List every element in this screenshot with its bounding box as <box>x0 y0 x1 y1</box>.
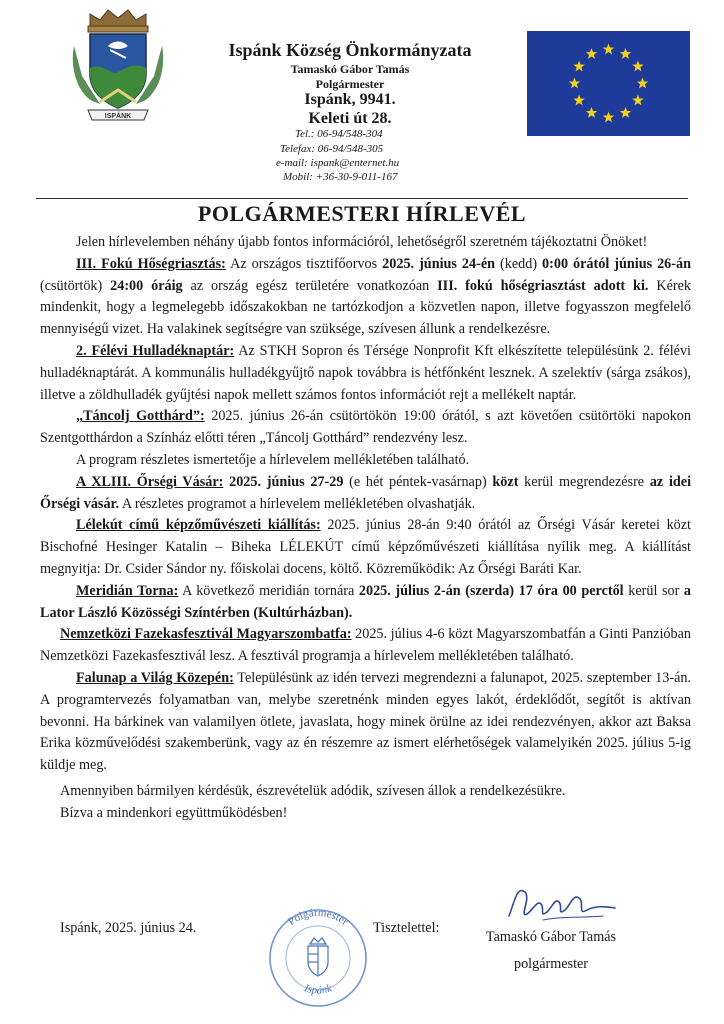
dance-event-note: A program részletes ismertetője a hírlevelem mellékletében található. <box>76 451 470 468</box>
organization-name: Ispánk Község Önkormányzata <box>228 40 472 60</box>
mobile-number: Mobil: +36-30-9-011-167 <box>283 171 398 183</box>
section-heading: Falunap a Világ Közepén: <box>76 669 234 686</box>
address-city: Ispánk, 9941. <box>304 91 396 108</box>
section-heading: Meridián Torna: <box>76 582 179 599</box>
closing-offer: Amennyiben bármilyen kérdésük, észrevételük adódik, szívesen állok a rendelkezésükre. <box>60 782 566 799</box>
place-and-date: Ispánk, 2025. június 24. <box>60 920 197 936</box>
section-dance-event: „Táncolj Gotthárd”: 2025. június 26-án csütörtökön 19:00 órától, s azt követően csütörtöki napokon Szentgotthárdon a Színház előtti téren „Táncolj Gotthárd” rendezvény lesz. <box>40 408 691 447</box>
official-stamp <box>258 900 378 1010</box>
greeting: Tisztelettel: <box>373 920 440 936</box>
signer-title: polgármester <box>513 956 589 972</box>
village-crest-logo <box>70 6 166 124</box>
section-pottery-festival: Nemzetközi Fazekasfesztivál Magyarszombatfa: 2025. július 4-6 közt Magyarszombatfán a Ginti Panzióban Nemzetközi Fazekasfesztivál lesz. A fesztivál programja a hírlevelem mellékletében található. <box>40 626 691 665</box>
section-heading: Lélekút című képzőművészeti kiállítás: <box>76 517 321 534</box>
section-heading: A XLIII. Őrségi Vásár: <box>76 473 224 490</box>
crown <box>88 10 148 32</box>
intro-paragraph: Jelen hírlevelemben néhány újabb fontos információról, lehetőségről szeretném tájékoztatni Önöket! <box>76 234 648 250</box>
page-title: POLGÁRMESTERI HÍRLEVÉL <box>197 201 527 226</box>
handwritten-signature <box>503 880 623 930</box>
stamp-coat-of-arms <box>308 938 328 976</box>
eu-flag <box>527 31 690 136</box>
signer-name: Tamaskó Gábor Tamás <box>485 929 617 945</box>
section-meridian-exercise: Meridián Torna: A következő meridián tornára 2025. július 2-án (szerda) 17 óra 00 perctől kerül sor a Lator László Közösségi Színtérben (Kultúrházban). <box>40 582 691 621</box>
closing-thanks: Bízva a mindenkori együttműködésben! <box>60 804 288 821</box>
section-heat-alert: III. Fokú Hőségriasztás: Az országos tisztifőorvos 2025. június 24-én (kedd) 0:00 órától június 26-án (csütörtök) 24:00 óráig az ország egész területére vonatkozóan III. fokú hőségriasztást adott ki. Kérek mindenkit, hogy a legmelegebb időszakokban ne tartózkodjon a közvetlen napon, illetve fogyasszon megfelelő mennyiségű vizet. Ha valakinek segítségre van szüksége, szívesen állunk a rendelkezésre. <box>40 255 691 338</box>
crest-label: ISPÁNK <box>104 113 132 120</box>
email-address: e-mail: ispank@enternet.hu <box>276 157 400 169</box>
section-art-exhibition: Lélekút című képzőművészeti kiállítás: 2025. június 28-án 9:40 órától az Őrségi Vásár keretei közt Bischofné Hesinger Katalin – Biheka LÉLEKÚT című képzőművészeti kiállítása nyílik meg. A kiállítást megnyitja: Dr. Csider Sándor ny. főiskolai docens, költő. Közreműködik: Az Őrségi Baráti Kar. <box>40 517 691 577</box>
section-heading: 2. Félévi Hulladéknaptár: <box>76 342 235 359</box>
section-heading: Nemzetközi Fazekasfesztivál Magyarszombatfa: <box>60 626 352 643</box>
section-village-day: Falunap a Világ Közepén: Településünk az idén tervezi megrendezni a falunapot, 2025. szeptember 13-án. A programtervezés folyamatban van, melybe szeretnénk minden egyes lakót, érdeklődőt, segítőt is aktívan bevonni. Ha bárkinek van valamilyen ötlete, javaslata, hogy minek örülne az idei rendezvényen, akkor azt Baksa Erika közművelődési szakemberünk, vagy az én részemre az ismert elérhetőségek valamelyikén 2025. július 5-ig küldje meg. <box>40 669 692 774</box>
fax-number: Telefax: 06-94/548-305 <box>280 143 384 155</box>
address-street: Keleti út 28. <box>308 110 392 127</box>
section-heading: „Táncolj Gotthárd”: <box>76 408 205 425</box>
svg-text:Polgármester <box>286 907 351 928</box>
section-waste-calendar: 2. Félévi Hulladéknaptár: Az STKH Sopron és Térsége Nonprofit Kft elkészítette településünk 2. félévi hulladéknaptárát. A kommunális hulladékgyűjtő napok továbbra is hétfőnként lesznek. A szelektív (sárga zsákos), illetve a zöldhulladék gyűjtési napok mellett számos fontos információt rejt a mellékelt naptár. <box>40 342 691 403</box>
svg-text:Ispánk <box>302 982 335 997</box>
section-orseg-fair: A XLIII. Őrségi Vásár: 2025. június 27-29 (e hét péntek-vasárnap) közt kerül megrendezésre az idei Őrségi vásár. A részletes programot a hírlevelem mellékletében olvashatják. <box>40 473 692 512</box>
phone-number: Tel.: 06-94/548-304 <box>295 128 383 140</box>
section-heading: III. Fokú Hőségriasztás: <box>76 255 226 272</box>
stamp-text-top: Polgármester <box>285 906 351 929</box>
mayor-name: Tamaskó Gábor Tamás <box>290 62 410 76</box>
header-divider <box>36 198 688 199</box>
newsletter-body <box>40 232 691 825</box>
stamp-text-bottom: Ispánk <box>302 982 334 997</box>
mayor-title: Polgármester <box>315 77 385 91</box>
